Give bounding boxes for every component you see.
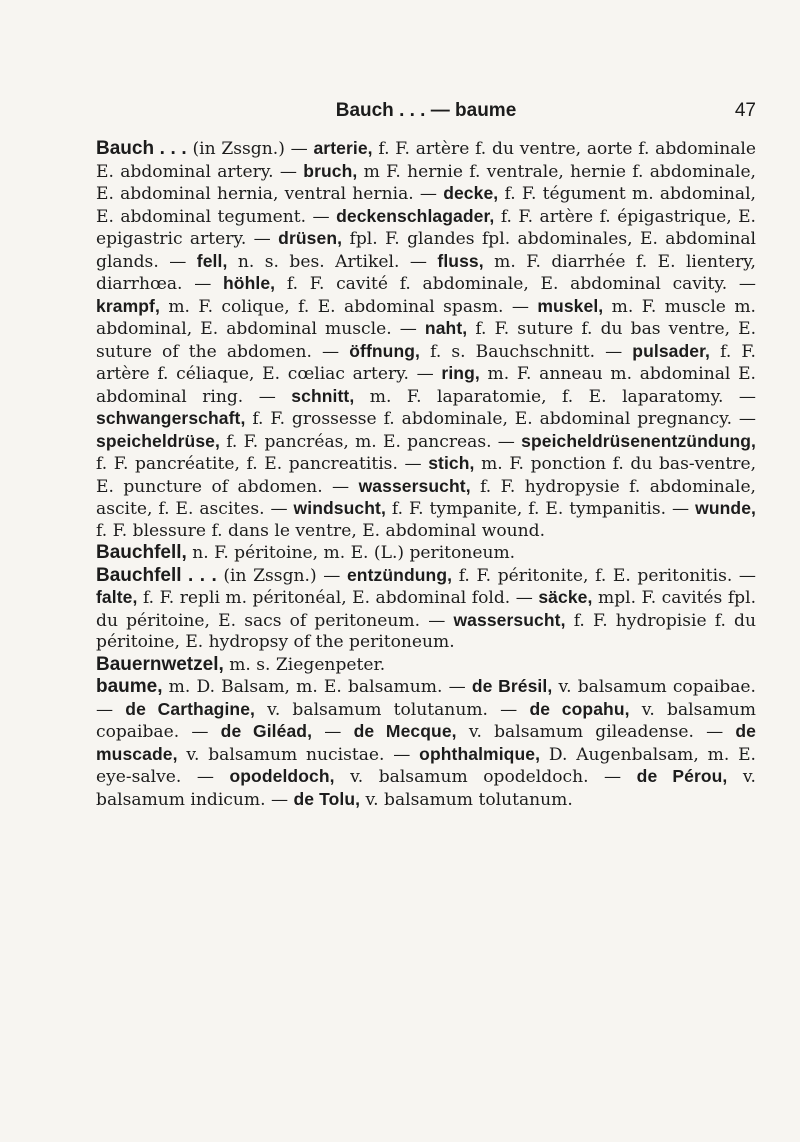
definition-text: f. F. pancréatite, f. E. pancreatitis. — [96, 454, 429, 474]
compound-headword: wassersucht, [453, 609, 566, 630]
entry-bauch [96, 138, 756, 542]
compound-headword: naht, [424, 318, 468, 338]
compound-headword: bruch, [303, 160, 358, 181]
compound-headword: de Carthagine, [125, 698, 255, 719]
definition-text: m. F. muscle m. abdominal, E. abdominal muscle. — [96, 296, 756, 339]
compound-headword: stich, [428, 453, 475, 473]
definition-text: f. F. hydropysie f. abdominale, ascite, f. E. ascites. — [96, 476, 756, 519]
compound-headword: muskel, [537, 295, 604, 316]
compound-headword: schnitt, [291, 385, 355, 406]
running-head: Bauch . . . — baume [335, 100, 517, 121]
compound-headword: schwangerschaft, [96, 408, 246, 428]
headword: Bauch . . . [96, 138, 187, 159]
compound-headword: speicheldrüsenentzündung, [521, 430, 756, 451]
compound-headword: opodeldoch, [229, 766, 335, 786]
compound-headword: ring, [441, 363, 480, 383]
compound-headword: windsucht, [293, 498, 386, 518]
definition-text: fpl. F. glandes fpl. abdominales, E. abdominal glands. — [96, 229, 756, 272]
compound-headword: arterie, [313, 138, 373, 158]
dictionary-body [96, 138, 756, 811]
headword: Bauchfell . . . [96, 564, 217, 586]
compound-headword: drüsen, [278, 228, 343, 248]
definition-text: m. F. diarrhée f. E. lientery, diarrhœa. — [96, 251, 756, 294]
definition-text: f. F. suture f. du bas ventre, E. suture of the abdomen. — [96, 319, 757, 362]
definition-text: m. F. laparatomie, f. E. laparatomy. — [354, 386, 756, 407]
compound-headword: de muscade, [96, 721, 756, 764]
definition-text: f. F. artère f. du ventre, aorte f. abdominale E. abdominal artery. — [96, 139, 756, 182]
definition-text: v. balsamum tolutanum. [360, 789, 573, 810]
entry-bauchfell [96, 542, 756, 565]
definition-text: f. F. repli m. péritonéal, E. abdominal fold. — [137, 588, 539, 608]
definition-text: v. balsamum indicum. — [96, 767, 756, 810]
compound-headword: säcke, [538, 587, 593, 607]
compound-headword: wassersucht, [358, 475, 471, 496]
definition-text: f. F. artère f. épigastrique, E. epigastric artery. — [96, 206, 756, 249]
compound-headword: ophthalmique, [419, 743, 541, 764]
definition-text: v. balsamum copaibae. — [96, 677, 756, 720]
compound-headword: höhle, [223, 273, 276, 293]
definition-text: m. F. ponction f. du bas-ventre, E. puncture of abdomen. — [96, 454, 757, 497]
headword: baume, [96, 676, 163, 697]
definition-text: f. F. cavité f. abdominale, E. abdominal cavity. — [275, 274, 756, 294]
entry-baume [96, 676, 756, 811]
compound-headword: de Brésil, [471, 676, 553, 696]
definition-text: v. balsamum copaibae. — [96, 699, 757, 742]
definition-text: m. s. Ziegenpeter. [223, 654, 386, 675]
compound-headword: öffnung, [349, 340, 421, 361]
definition-text: n. F. péritoine, m. E. (L.) peritoneum. [186, 543, 516, 563]
definition-text: f. F. tympanite, f. E. tympanitis. — [385, 499, 696, 519]
definition-text: — [312, 722, 354, 742]
compound-headword: fluss, [437, 250, 484, 271]
compound-headword: krampf, [96, 295, 160, 316]
definition-text: m F. hernie f. ventrale, hernie f. abdominale, E. abdominal hernia, ventral hernia. — [96, 161, 756, 204]
definition-text: (in Zssgn.) — [216, 565, 347, 586]
definition-text: mpl. F. cavités fpl. du péritoine, E. sacs of peritoneum. — [96, 588, 756, 631]
headword: Bauernwetzel, [96, 653, 224, 675]
definition-text: v. balsamum nucistae. — [177, 744, 420, 765]
definition-text: f. F. grossesse f. abdominale, E. abdominal pregnancy. — [245, 409, 756, 429]
definition-text: v. balsamum tolutanum. — [255, 699, 530, 720]
compound-headword: fell, [196, 250, 228, 271]
compound-headword: decke, [443, 183, 499, 203]
definition-text: f. F. blessure f. dans le ventre, E. abdominal wound. [96, 520, 546, 541]
compound-headword: wunde, [695, 498, 756, 518]
page-header [96, 100, 756, 130]
definition-text: m. F. colique, f. E. abdominal spasm. — [159, 296, 538, 317]
definition-text: m. D. Balsam, m. E. balsamum. — [162, 677, 472, 697]
compound-headword: de Tolu, [293, 788, 361, 809]
definition-text: f. s. Bauchschnitt. — [420, 341, 633, 362]
definition-text: f. F. hydropisie f. du péritoine, E. hydropsy of the peritoneum. [96, 610, 757, 652]
compound-headword: de copahu, [529, 698, 630, 719]
compound-headword: deckenschlagader, [336, 205, 495, 226]
headword: Bauchfell, [96, 542, 187, 563]
page-number: 47 [734, 100, 756, 121]
compound-headword: de Giléad, [220, 721, 313, 741]
compound-headword: entzündung, [346, 564, 453, 585]
compound-headword: speicheldrüse, [96, 430, 220, 451]
definition-text: f. F. artère f. céliaque, E. cœliac artery. — [96, 341, 756, 384]
definition-text: (in Zssgn.) — [186, 139, 314, 159]
definition-text: v. balsamum opodeldoch. — [334, 767, 637, 787]
entry-bauchfell-compounds [96, 565, 756, 654]
definition-text: D. Augenbalsam, m. E. eye-salve. — [96, 744, 756, 787]
definition-text: f. F. pancréas, m. E. pancreas. — [219, 431, 522, 452]
entry-bauernwetzel [96, 654, 756, 677]
compound-headword: de Pérou, [636, 766, 728, 786]
definition-text: v. balsamum gileadense. — [456, 722, 736, 742]
compound-headword: de Mecque, [353, 721, 457, 741]
definition-text: f. F. péritonite, f. E. peritonitis. — [452, 565, 756, 586]
definition-text: f. F. tégument m. abdominal, E. abdominal tegument. — [96, 184, 756, 227]
compound-headword: falte, [96, 587, 138, 607]
definition-text: m. F. anneau m. abdominal E. abdominal ring. — [96, 364, 756, 407]
definition-text: n. s. bes. Artikel. — [227, 251, 438, 272]
compound-headword: pulsader, [632, 340, 711, 361]
